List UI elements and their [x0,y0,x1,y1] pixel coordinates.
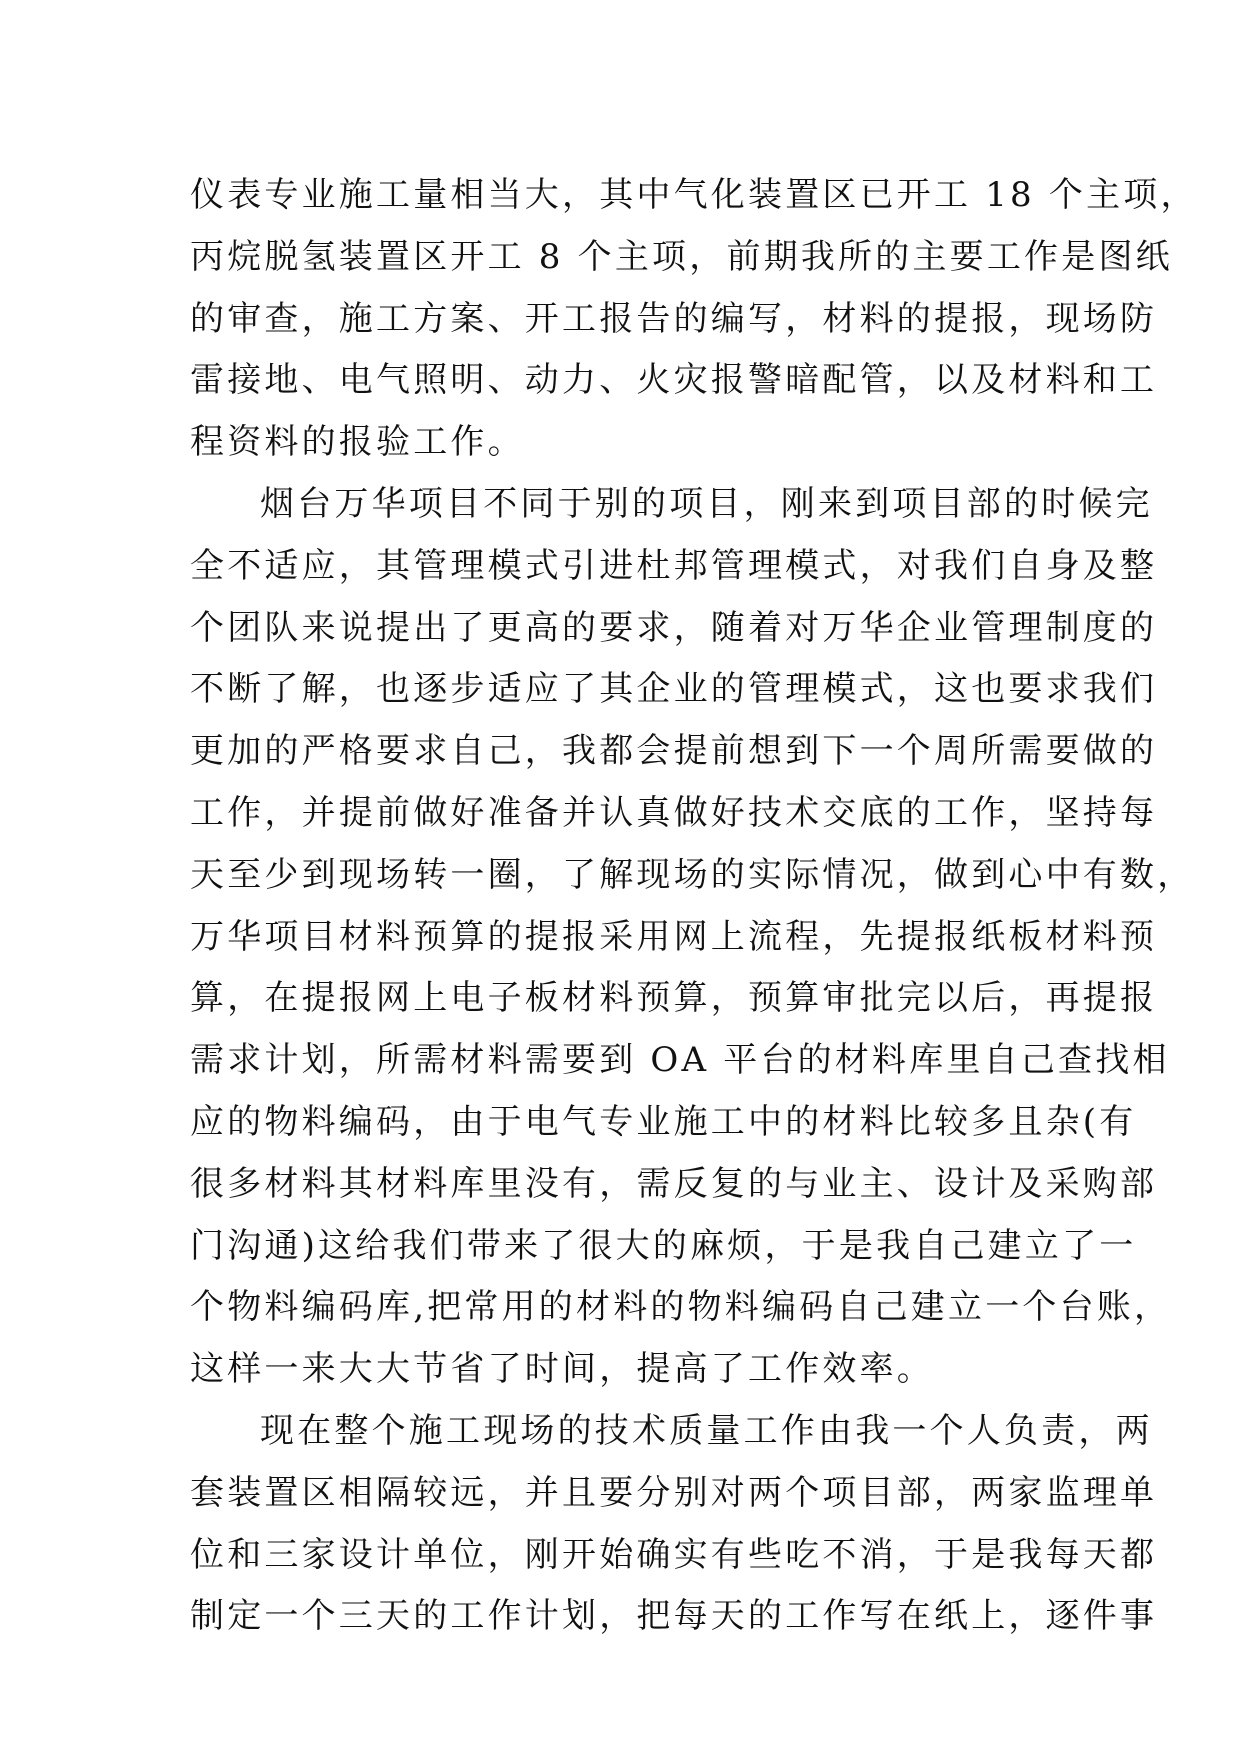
paragraph-line: 更加的严格要求自己，我都会提前想到下一个周所需要做的 [190,731,1158,772]
paragraph-line: 制定一个三天的工作计划，把每天的工作写在纸上，逐件事 [190,1596,1158,1637]
paragraph-line: 仪表专业施工量相当大，其中气化装置区已开工 18 个主项， [190,175,1198,215]
paragraph-line: 算，在提报网上电子板材料预算，预算审批完以后，再提报 [190,978,1158,1019]
paragraph-line: 工作，并提前做好准备并认真做好技术交底的工作，坚持每 [190,792,1158,833]
paragraph-line: 套装置区相隔较远，并且要分别对两个项目部，两家监理单 [190,1472,1158,1513]
document-body [190,165,1198,1648]
paragraph-line: 天至少到现场转一圈，了解现场的实际情况，做到心中有数， [190,854,1195,895]
paragraph-line-indented: 烟台万华项目不同于别的项目，刚来到项目部的时候完 [260,483,1153,524]
paragraph-1 [190,165,1198,474]
paragraph-line: 需求计划，所需材料需要到 OA 平台的材料库里自己查找相 [190,1040,1170,1081]
paragraph-line: 丙烷脱氢装置区开工 8 个主项，前期我所的主要工作是图纸 [190,236,1173,277]
paragraph-2 [190,474,1195,1401]
paragraph-3 [190,1401,1158,1648]
paragraph-line: 应的物料编码，由于电气专业施工中的材料比较多且杂(有 [190,1101,1137,1142]
paragraph-line: 程资料的报验工作。 [190,422,525,463]
paragraph-line: 个团队来说提出了更高的要求，随着对万华企业管理制度的 [190,607,1158,648]
paragraph-line: 的审查，施工方案、开工报告的编写，材料的提报，现场防 [190,298,1158,339]
paragraph-line: 很多材料其材料库里没有，需反复的与业主、设计及采购部 [190,1163,1158,1204]
paragraph-line: 个物料编码库,把常用的材料的物料编码自己建立一个台账， [190,1287,1172,1328]
paragraph-line: 全不适应，其管理模式引进杜邦管理模式，对我们自身及整 [190,545,1158,586]
paragraph-line: 雷接地、电气照明、动力、火灾报警暗配管，以及材料和工 [190,360,1158,401]
paragraph-line: 万华项目材料预算的提报采用网上流程，先提报纸板材料预 [190,916,1158,957]
paragraph-line: 门沟通)这给我们带来了很大的麻烦，于是我自己建立了一 [190,1225,1137,1266]
paragraph-line: 位和三家设计单位，刚开始确实有些吃不消，于是我每天都 [190,1534,1158,1575]
paragraph-line: 这样一来大大节省了时间，提高了工作效率。 [190,1349,934,1390]
paragraph-line-indented: 现在整个施工现场的技术质量工作由我一个人负责，两 [260,1410,1153,1451]
paragraph-line: 不断了解，也逐步适应了其企业的管理模式，这也要求我们 [190,669,1158,710]
